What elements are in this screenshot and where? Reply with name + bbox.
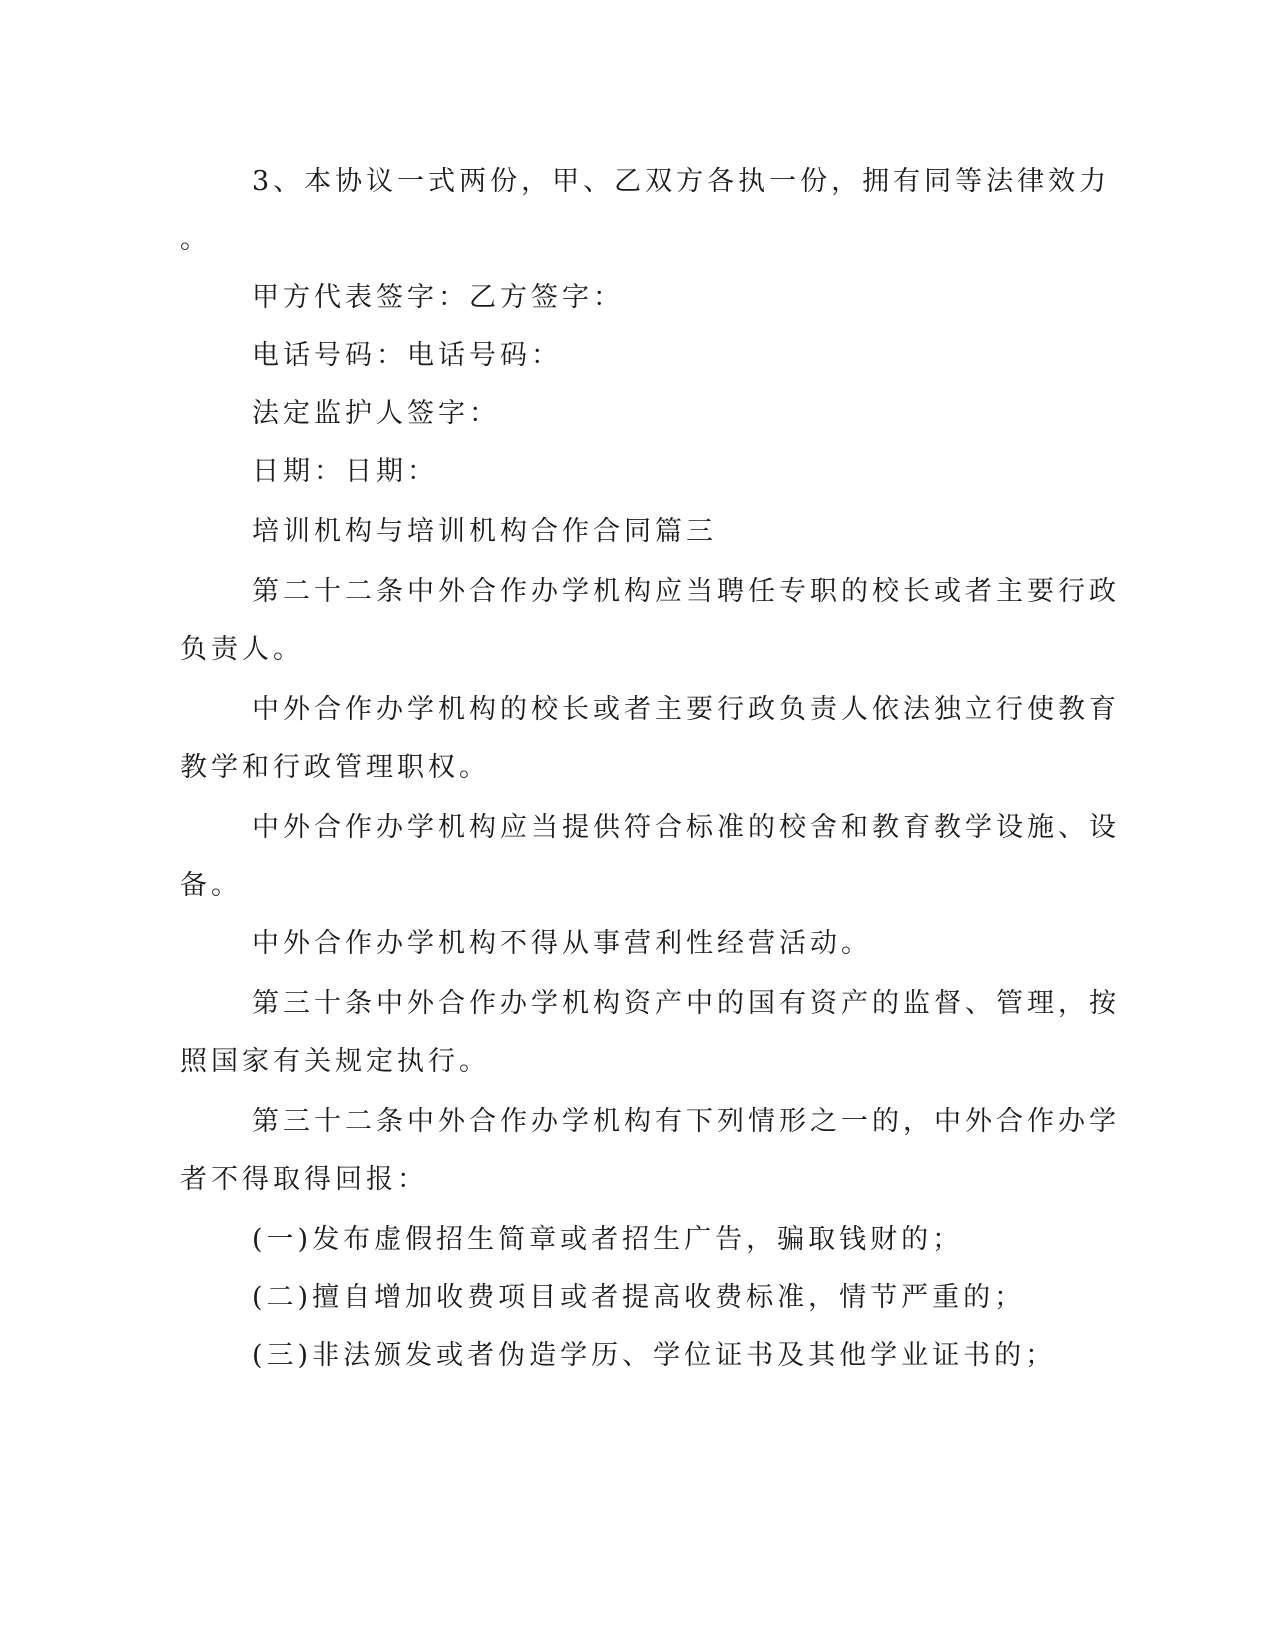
text-line: 第三十二条中外合作办学机构有下列情形之一的，中外合作办学 — [252, 1106, 1120, 1137]
text-line: 者不得取得回报： — [180, 1164, 428, 1195]
text-line: 照国家有关规定执行。 — [180, 1046, 490, 1077]
text-line: 日期：日期： — [252, 456, 438, 487]
text-line: 教学和行政管理职权。 — [180, 752, 490, 783]
text-line: 第三十条中外合作办学机构资产中的国有资产的监督、管理，按 — [252, 988, 1120, 1019]
text-line: 甲方代表签字：乙方签字： — [252, 282, 624, 313]
list-item: (一)发布虚假招生简章或者招生广告，骗取钱财的； — [252, 1224, 964, 1255]
text-line: 3、本协议一式两份，甲、乙双方各执一份，拥有同等法律效力 — [252, 166, 1111, 197]
text-line: 负责人。 — [180, 634, 304, 665]
text-line: 备。 — [180, 870, 242, 901]
text-line: 法定监护人签字： — [252, 398, 500, 429]
text-line: 中外合作办学机构的校长或者主要行政负责人依法独立行使教育 — [252, 694, 1120, 725]
text-line: 中外合作办学机构应当提供符合标准的校舍和教育教学设施、设 — [252, 812, 1120, 843]
text-line: 电话号码：电话号码： — [252, 340, 562, 371]
text-line: 第二十二条中外合作办学机构应当聘任专职的校长或者主要行政 — [252, 576, 1120, 607]
list-item: (二)擅自增加收费项目或者提高收费标准，情节严重的； — [252, 1282, 1026, 1313]
text-line: 。 — [180, 224, 211, 255]
list-item: (三)非法颁发或者伪造学历、学位证书及其他学业证书的； — [252, 1340, 1057, 1371]
section-heading: 培训机构与培训机构合作合同篇三 — [252, 516, 717, 547]
text-line: 中外合作办学机构不得从事营利性经营活动。 — [252, 928, 872, 959]
